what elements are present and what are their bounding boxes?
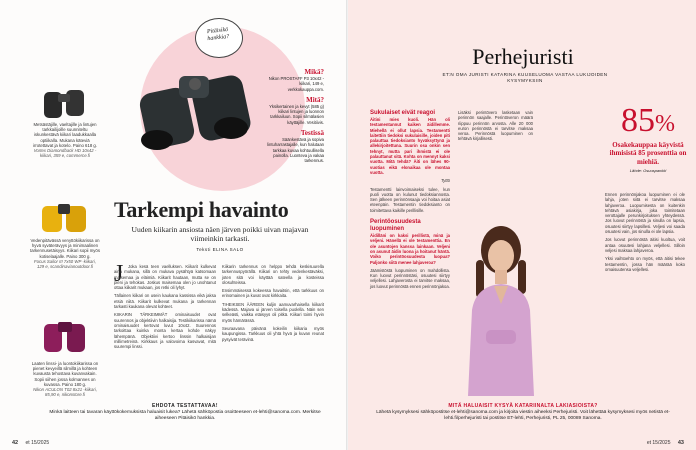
question-sign: Tyttö <box>441 178 450 184</box>
subhead: Uuden kiikarin ansiosta näen järven poikki uivan majavan viimeinkin tarkasti. <box>131 225 309 243</box>
paragraph: Kiikarin tarkennus on helppo tehdä keskisuurella tarkennuspyörällä. Kiikari on tehty vedenkestäväksi, joten sitä voi käyttää sateella ja kosteissa olosuhteissa. <box>222 264 324 285</box>
stat-text: Osakekauppaa käyvistä ihmisistä 85 prosenttia on miehiä. <box>609 141 687 166</box>
issue: et 15/2025 <box>25 440 50 446</box>
qa-column-1 <box>370 110 450 292</box>
stat-number: 85 <box>621 102 655 139</box>
answer-text: Ennen perinnönjakoa luopuminen ei ole lahja, joten siitä ei tarvitse maksaa lahjaveroa. Luopumisesta on kuitenkin tehtävä asiakirja, joka toimitetaan verottajalle perunkirjoituksen yhteydessä. Jos luovut perinnöstä ja sinulla on lapsia, osuutesi siirtyy lapsillesi. Veljesi voi saada osuutesi vain, jos sinulla ei ole lapsia. <box>605 192 685 235</box>
paragraph: Seuraavana päivänä kokeilin kiikaria myös kaupungissa. Tarkkuus oli yhtä hyvä ja kuvan reunat pysyivät terävinä. <box>222 325 324 342</box>
section-subtitle: ET:N OMA JURISTI KATARINA KUUSELUOMA VASTAA LUKIJOIDEN KYSYMYKSIIN <box>442 72 608 83</box>
product-desc: Laaten linssi- ja luontokiikarissa on pienet kevyeillä silmillä ja kohteen kuvausta tehostava kuvanvakain. Sopii siihen jossa kolmannes on kuvassa. Paino 180 g. <box>31 361 99 387</box>
product-caption-2 <box>30 238 100 269</box>
footer-box <box>40 403 330 422</box>
footer-box <box>368 403 678 422</box>
faq-question: Mitä? <box>306 95 324 104</box>
stat-block <box>606 104 690 173</box>
answer-text: Lisäksi perintövero lasketaan vain perinnön saajalle. Perintöveron määrä riippuu perinnön arvosta. Alle 20 000 euron perinnöstä ei tarvitse maksaa veroa. Perinnöstä luopuminen on tehtävä kirjallisesti. <box>458 110 533 142</box>
bubble-title: Pitäisikö hankkia? <box>206 26 230 43</box>
issue: et 15/2025 <box>646 440 671 446</box>
answer-text: Testamentti lainvoimaiseksi tulee, kun puoli vuotta on kulunut tiedoksiannosta. Sen jälkeen perinnönsaaja voi hoitaa asiat eteenpäin. Testamentin tiedoksianto on toimitettava kaikille perillisille. <box>370 186 450 213</box>
headline: Tarkempi havainto <box>114 197 289 222</box>
page-number: 43 <box>677 440 684 446</box>
footer-title: MITÄ HALUAISIT KYSYÄ KATARIINALTA LAKIASIOISTA? <box>448 403 598 409</box>
qa-column-3 <box>605 192 685 275</box>
qa-column-2 <box>458 110 533 145</box>
faq-question: Mikä? <box>304 68 324 76</box>
product-desc: Vedenpitävässä venyttökiikarissa on hyvä syväterävyys ja minimaalinen tarkennusetäisyys. Kiikari sopii myös kotiselaajalle. Paino 300 g. <box>30 238 100 259</box>
footer-text: Minkä laitteen tai tavaran käyttökokemuksista haluaisit lukea? Lähetä sähköpostia osoitteeseen et-lehti@sanoma.com. Merkitse aiheeseen Pitäisikö hankkia. <box>49 410 321 421</box>
product-caption-1 <box>30 122 100 158</box>
product-price: Vortex Diamondback HD 10x42 -kiikari, 359 e, commerce.fi <box>33 148 97 159</box>
binocular-lens-right <box>214 117 248 139</box>
footer-text: Lähetä kysymyksesi sähköpostitse et-lehti@sanoma.com ja kirjoita viestin aiheeksi Perhejuristi. Voit lähettää kysymyksesi myös netistä et-lehti.fi/perhejuristi tai postitse ET-lehti, Perhejuristi, PL 25, 00089 Sanoma. <box>376 410 670 421</box>
faq-question: Testissä <box>300 129 324 138</box>
question-text: Äidilläni on kaksi perillistä, minä ja veljeni. Hänellä ei ole testamenttia. En ole asuntojen kanssa lainkaan. Veljeni on asunut äidin luona ja hoitanut häntä. Voiko perintöosuudesta luopua? Paljonko siitä menee lahjaveroa? <box>370 233 450 265</box>
footer-title: EHDOTA TESTATTAVAA! <box>151 403 219 409</box>
paragraph: Ensimmäisessä kokeessa havaitsin, että tarkkuus on erinomainen ja kuvat ovat kirkkaita. <box>222 288 324 299</box>
faq-answer: Yksikertainen ja kevyt (585 g) kiikari lintujen ja luonnon tarkkailuun. Sopii silmälasien käyttäjille. Vesitiivis. <box>269 103 324 125</box>
faq-answer: Nikon PROSTAFF P3 10x42 -kiikari, 149 e, verkkokauppa.com. <box>268 76 324 92</box>
paragraph: Tällainen kiikari on usein kaukana kassissa eikä jaksa etsiä niitä. Kiikarit kulkevat mukana ja tarkennan tarkasti kaukana olevat kohteet. <box>114 293 216 310</box>
binocular-main-image <box>135 58 275 158</box>
question-title: Perintöosuudesta luopuminen <box>370 219 421 233</box>
paragraph: Joka kesä teen vaelluksen. Kiikarit kulkevat aina mukana, sillä on mukava pysähtyä katsomaan maisemaa ja eläimiä. Kiikarit hautaan, mutta se on pieni ja tehokas. Joskus maisemaa olen jo unohtanut ottaa kiikarit mukaan, jos retki oli lyhyt. <box>114 264 216 291</box>
question-text: Äitini mies kuoli. Hän oli testamentannut kaiken äidillemme. Miehellä ei ollut lapsia. Testamentti laitettiin tiedoksi sukulaisille, joiden piti palauttaa tiedoksianto hyväksyttynä ja allekirjoitettuna. Suurin osa onkin sen tehnyt, mutta pari ihmistä ei ole palauttanut sitä. Kohta on mennyt kaksi vuotta. Mitä tehdä? Äiti on lähes 90-vuotias eikä elonaikaa ole montaa vuotta. <box>370 117 450 175</box>
binocular-lens-left <box>141 130 173 150</box>
page-number: 42 <box>12 440 19 446</box>
dropcap: J <box>114 261 124 287</box>
product-price: Nikon ACULON T02 8x21 -kiikari, 85,90 e, nikonstore.fi <box>33 387 97 398</box>
faq-answer: Säänkestävä ja sopiva lintuharrastajalle, kun halutaan tarkkaa kuvaa kohtuullisella painolla. Luonteva ja vakaa tarkennus. <box>267 137 324 164</box>
answer-text: Jos luovut perinnöstä äitisi kuoltua, voit antaa osuutesi lahjana veljellesi. Silloin veljesi maksaa lahjaveroa. <box>605 237 685 253</box>
article-column-2 <box>222 264 324 345</box>
binocular-focus-wheel <box>189 78 201 90</box>
answer-text: Yksi vaihtoehto on myös, että äitisi tekee testamentin, jossa hän määrää koko omaisuutensa veljellesi. <box>605 256 685 272</box>
paragraph: TIHEIKSEN ÄÄREEN kuljin aamuvarhaisella kiikarit kädessä. Majava ui järven toisella puolella. Näin sen selkeästi, vaikka etäisyys oli pitkä. Kiikari toimi hyvin myös hämärässä. <box>222 301 324 323</box>
page-footer <box>647 440 684 446</box>
answer-text: Jäämistöstä luopuminen on mahdollista. Kun luovut perinnöstäsi, osuutesi siirtyy veljellesi. Lahjaverosta ei tarvitse maksaa, jos luovut perinnöstä ennen perinnönjakoa. <box>370 267 450 289</box>
question-title: Sukulaiset eivät reagoi <box>370 110 436 116</box>
byline: Teksti ELINA SALO <box>196 247 244 252</box>
right-page <box>348 0 696 450</box>
stat-unit: % <box>655 111 675 137</box>
product-image-3 <box>40 318 90 358</box>
stat-source: Lähde: Osuuspankki <box>629 168 667 174</box>
stat-value <box>606 104 690 141</box>
product-desc: Metsästäjille, vaeltajille ja lintujen tarkkailijoille suunniteltu iskunkestävä kiikari laadukkaalla optiikalla. Mukana käteviä irrotettavat ja kotelo. Paino 618 g. <box>32 122 97 148</box>
lawyer-portrait <box>456 220 546 396</box>
faq-block <box>262 68 324 164</box>
product-image-1 <box>40 86 90 122</box>
page-footer <box>12 440 49 446</box>
product-price: Focus Sailor III 7x50 WP -kiikari, 129 e, scandinavianoutdoor.fi <box>34 258 96 270</box>
product-caption-3 <box>30 361 100 397</box>
product-image-2 <box>38 200 92 236</box>
article-column-1 <box>114 261 216 352</box>
section-title: Perhejuristi <box>472 44 574 69</box>
paragraph: KIIKARIN TÄRKEIMMÄT ominaisuudet ovat suurennos ja objektiivin halkaisija. Testikiikarissa nämä ominaisuudet kertovat luvut 10x42. Suurennos tarkoittaa kuinka monta kertaa kohde näkyy lähempänä. Objektiivi kertoo linssin halkaisijan millimetreinä. Kirkkaus ja valovoima kasvavat, mitä suurempi linssi. <box>114 312 216 350</box>
